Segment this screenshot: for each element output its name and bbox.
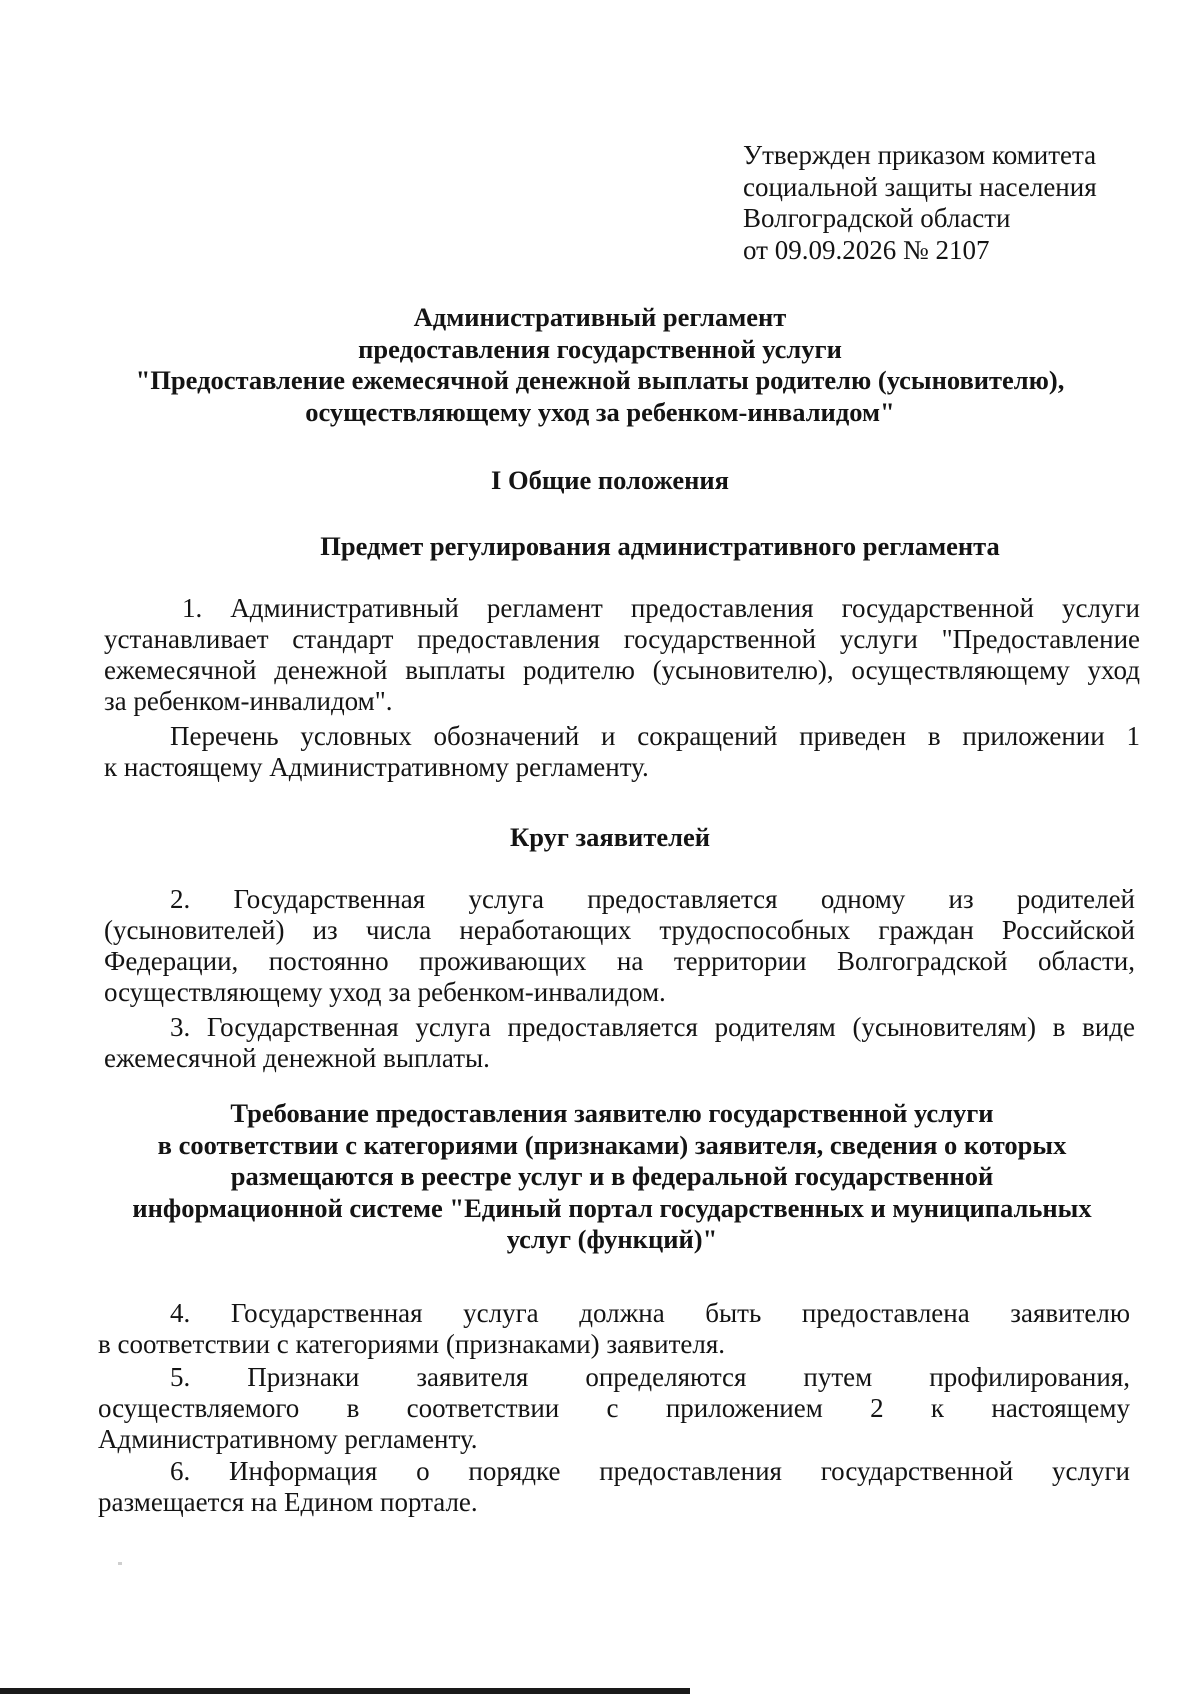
paragraph-line: Федерации, постоянно проживающих на территории Волгоградской области, xyxy=(104,946,1135,976)
paragraph-line: к настоящему Административному регламенту. xyxy=(104,752,649,782)
scan-edge-line xyxy=(0,1688,690,1694)
paragraph-line: Административному регламенту. xyxy=(98,1424,478,1454)
paragraph-line: 3. Государственная услуга предоставляется родителям (усыновителям) в виде xyxy=(170,1012,1135,1042)
paragraph-line: 5. Признаки заявителя определяются путем профилирования, xyxy=(170,1362,1130,1392)
paragraph-line: в соответствии с категориями (признаками) заявителя. xyxy=(98,1329,726,1359)
paragraph-5 xyxy=(98,1362,1130,1455)
paragraph-line: 1. Административный регламент предоставления государственной услуги xyxy=(182,593,1140,623)
title-line: предоставления государственной услуги xyxy=(358,333,842,364)
title-line: "Предоставление ежемесячной денежной выплаты родителю (усыновителю), xyxy=(135,365,1065,395)
paragraph-line: 2. Государственная услуга предоставляется одному из родителей xyxy=(170,884,1135,914)
paragraph-6 xyxy=(98,1456,1130,1518)
subsection-heading-requirement xyxy=(92,1098,1132,1256)
paragraph-line: ежемесячной денежной выплаты родителю (усыновителю), осуществляющему уход xyxy=(104,655,1140,685)
approval-stamp-text xyxy=(743,140,1163,266)
paragraph-line: за ребенком-инвалидом". xyxy=(104,686,393,716)
paragraph-line: ежемесячной денежной выплаты. xyxy=(104,1043,490,1073)
title-line: Административный регламент xyxy=(413,302,787,332)
heading-line: услуг (функций)" xyxy=(506,1224,718,1254)
approval-line: Утвержден приказом комитета xyxy=(743,140,1097,170)
subsection-heading-applicants: Круг заявителей xyxy=(509,822,710,852)
title-line: осуществляющему уход за ребенком-инвалидом" xyxy=(305,396,895,427)
heading-line: информационной системе "Единый портал государственных и муниципальных xyxy=(132,1192,1092,1223)
paragraph-1-abbreviations xyxy=(104,721,1140,783)
paragraph-3 xyxy=(104,1012,1135,1074)
scan-speck xyxy=(118,1562,122,1565)
approval-line: социальной защиты населения xyxy=(743,171,1097,202)
heading-line: размещаются в реестре услуг и в федеральной государственной xyxy=(230,1161,994,1191)
paragraph-line: 6. Информация о порядке предоставления государственной услуги xyxy=(170,1456,1130,1486)
section-heading: I Общие положения xyxy=(491,465,729,495)
paragraph-line: 4. Государственная услуга должна быть предоставлена заявителю xyxy=(170,1298,1130,1328)
paragraph-line: Перечень условных обозначений и сокращений приведен в приложении 1 xyxy=(170,721,1140,751)
paragraph-line: осуществляющему уход за ребенком-инвалидом. xyxy=(104,977,666,1007)
approval-line: Волгоградской области xyxy=(743,203,1011,233)
document-title xyxy=(100,302,1100,428)
approval-order-number: от 09.09.2026 № 2107 xyxy=(743,234,990,265)
paragraph-line: (усыновителей) из числа неработающих трудоспособных граждан Российской xyxy=(104,915,1135,945)
paragraph-2 xyxy=(104,884,1135,1008)
paragraph-line: размещается на Едином портале. xyxy=(98,1487,478,1517)
paragraph-1 xyxy=(104,593,1140,717)
subsection-heading-subject: Предмет регулирования административного регламента xyxy=(320,531,1000,561)
heading-line: Требование предоставления заявителю государственной услуги xyxy=(230,1098,994,1128)
paragraph-line: осуществляемого в соответствии с приложением 2 к настоящему xyxy=(98,1393,1130,1423)
paragraph-4 xyxy=(98,1298,1130,1360)
heading-line: в соответствии с категориями (признаками) заявителя, сведения о которых xyxy=(157,1129,1067,1160)
paragraph-line: устанавливает стандарт предоставления государственной услуги "Предоставление xyxy=(104,624,1140,654)
